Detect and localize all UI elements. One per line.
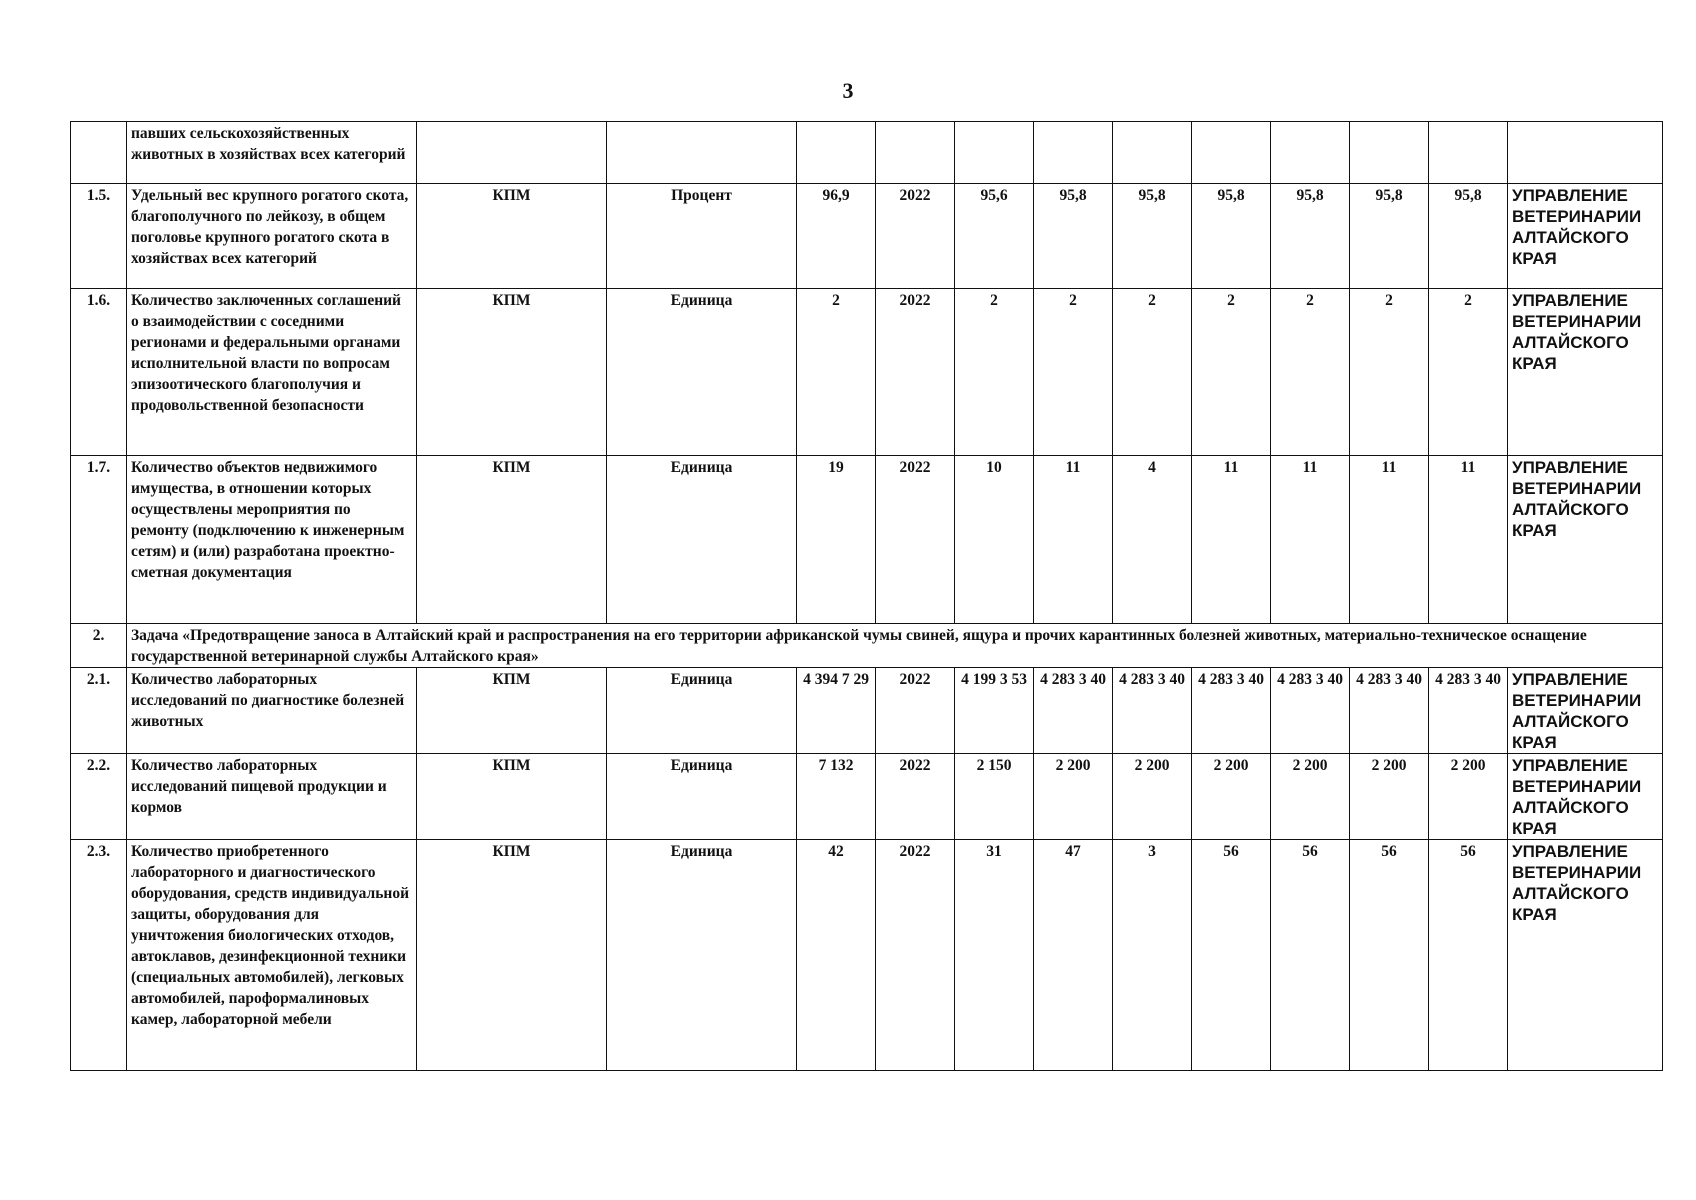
year-value: 56 [1271, 840, 1350, 1071]
year-value: 2 200 [1113, 754, 1192, 840]
year-value: 2 200 [1350, 754, 1429, 840]
row-number: 1.5. [71, 184, 127, 289]
indicator-name: Количество лабораторных исследований пищевой продукции и кормов [127, 754, 417, 840]
responsible-body: УПРАВЛЕНИЕ ВЕТЕРИНАРИИ АЛТАЙСКОГО КРАЯ [1508, 289, 1663, 456]
responsible-body: УПРАВЛЕНИЕ ВЕТЕРИНАРИИ АЛТАЙСКОГО КРАЯ [1508, 456, 1663, 624]
table-row [71, 456, 1663, 624]
table-row [71, 754, 1663, 840]
year-value: 31 [955, 840, 1034, 1071]
year-value: 95,8 [1192, 184, 1271, 289]
year-value: 2 200 [1192, 754, 1271, 840]
year-value: 4 283 3 40 [1113, 668, 1192, 754]
year-value: 11 [1350, 456, 1429, 624]
base-value: 7 132 [797, 754, 876, 840]
year-value: 10 [955, 456, 1034, 624]
unit: Единица [607, 668, 797, 754]
indicators-table [70, 121, 1663, 1071]
year-value: 47 [1034, 840, 1113, 1071]
year-value: 3 [1113, 840, 1192, 1071]
unit: Единица [607, 754, 797, 840]
year-value: 4 283 3 40 [1350, 668, 1429, 754]
year-value: 95,8 [1429, 184, 1508, 289]
task-number: 2. [71, 624, 127, 668]
base-year: 2022 [876, 754, 955, 840]
indicator-type: КПМ [417, 184, 607, 289]
base-year: 2022 [876, 289, 955, 456]
unit: Единица [607, 456, 797, 624]
table-row [71, 122, 1663, 184]
year-value: 2 200 [1429, 754, 1508, 840]
base-year: 2022 [876, 456, 955, 624]
year-value: 4 283 3 40 [1034, 668, 1113, 754]
year-value: 11 [1192, 456, 1271, 624]
base-value: 4 394 7 29 [797, 668, 876, 754]
indicator-type: КПМ [417, 754, 607, 840]
table-row [71, 184, 1663, 289]
indicator-name: Количество объектов недвижимого имущества, в отношении которых осуществлены мероприятия по ремонту (подключению к инженерным сетям) и (или) разработана проектно-сметная документация [127, 456, 417, 624]
year-value: 95,8 [1034, 184, 1113, 289]
year-value: 2 [955, 289, 1034, 456]
year-value: 56 [1192, 840, 1271, 1071]
row-number: 1.7. [71, 456, 127, 624]
indicator-name: Количество заключенных соглашений о взаимодействии с соседними регионами и федеральными органами исполнительной власти по вопросам эпизоотического благополучия и продовольственной безопасности [127, 289, 417, 456]
year-value: 11 [1429, 456, 1508, 624]
responsible-body: УПРАВЛЕНИЕ ВЕТЕРИНАРИИ АЛТАЙСКОГО КРАЯ [1508, 668, 1663, 754]
task-text: Задача «Предотвращение заноса в Алтайский край и распространения на его территории африканской чумы свиней, ящура и прочих карантинных болезней животных, материально-техническое оснащение государственной ветеринарной службы Алтайского края» [127, 624, 1663, 668]
table-row [71, 668, 1663, 754]
year-value: 2 [1350, 289, 1429, 456]
table-row [71, 289, 1663, 456]
indicator-type: КПМ [417, 289, 607, 456]
responsible-body: УПРАВЛЕНИЕ ВЕТЕРИНАРИИ АЛТАЙСКОГО КРАЯ [1508, 754, 1663, 840]
year-value: 2 150 [955, 754, 1034, 840]
row-number: 2.1. [71, 668, 127, 754]
unit: Единица [607, 289, 797, 456]
year-value: 4 [1113, 456, 1192, 624]
year-value: 2 200 [1034, 754, 1113, 840]
year-value: 95,6 [955, 184, 1034, 289]
year-value: 4 283 3 40 [1429, 668, 1508, 754]
indicator-name: Количество приобретенного лабораторного и диагностического оборудования, средств индивидуальной защиты, оборудования для уничтожения биологических отходов, автоклавов, дезинфекционной техники (специальных автомобилей), легковых автомобилей, пароформалиновых камер, лабораторной мебели [127, 840, 417, 1071]
task-row [71, 624, 1663, 668]
row-number: 2.2. [71, 754, 127, 840]
indicator-name: Количество лабораторных исследований по диагностике болезней животных [127, 668, 417, 754]
year-value: 2 [1192, 289, 1271, 456]
indicator-name: павших сельскохозяйственных животных в хозяйствах всех категорий [127, 122, 417, 184]
row-number: 2.3. [71, 840, 127, 1071]
year-value: 11 [1034, 456, 1113, 624]
base-value: 96,9 [797, 184, 876, 289]
row-number [71, 122, 127, 184]
year-value: 11 [1271, 456, 1350, 624]
indicator-type: КПМ [417, 456, 607, 624]
year-value: 95,8 [1271, 184, 1350, 289]
page-number: 3 [842, 78, 854, 103]
base-year: 2022 [876, 840, 955, 1071]
responsible-body: УПРАВЛЕНИЕ ВЕТЕРИНАРИИ АЛТАЙСКОГО КРАЯ [1508, 840, 1663, 1071]
year-value: 4 199 3 53 [955, 668, 1034, 754]
year-value: 2 [1429, 289, 1508, 456]
unit: Единица [607, 840, 797, 1071]
year-value: 4 283 3 40 [1192, 668, 1271, 754]
base-value: 19 [797, 456, 876, 624]
base-year: 2022 [876, 184, 955, 289]
base-value: 2 [797, 289, 876, 456]
responsible-body: УПРАВЛЕНИЕ ВЕТЕРИНАРИИ АЛТАЙСКОГО КРАЯ [1508, 184, 1663, 289]
year-value: 56 [1350, 840, 1429, 1071]
year-value: 95,8 [1350, 184, 1429, 289]
year-value: 2 [1034, 289, 1113, 456]
year-value: 95,8 [1113, 184, 1192, 289]
year-value: 4 283 3 40 [1271, 668, 1350, 754]
year-value: 2 [1271, 289, 1350, 456]
year-value: 56 [1429, 840, 1508, 1071]
indicator-name: Удельный вес крупного рогатого скота, благополучного по лейкозу, в общем поголовье крупного рогатого скота в хозяйствах всех категорий [127, 184, 417, 289]
table-row [71, 840, 1663, 1071]
indicator-type: КПМ [417, 668, 607, 754]
indicator-type: КПМ [417, 840, 607, 1071]
year-value: 2 [1113, 289, 1192, 456]
year-value: 2 200 [1271, 754, 1350, 840]
row-number: 1.6. [71, 289, 127, 456]
unit: Процент [607, 184, 797, 289]
base-value: 42 [797, 840, 876, 1071]
base-year: 2022 [876, 668, 955, 754]
